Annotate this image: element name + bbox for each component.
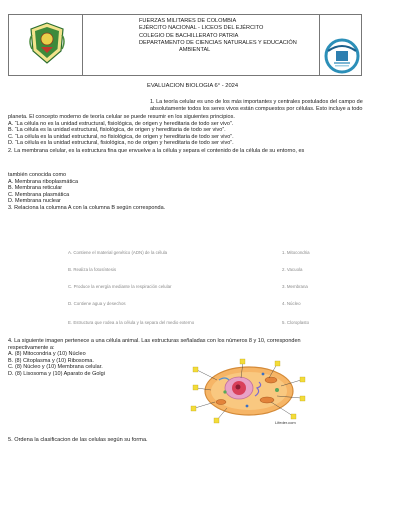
image-caption: Lifeder.com (275, 420, 296, 425)
header-line: AMBIENTAL (179, 47, 211, 54)
q4-option-c: C. (8) Núcleo y (10) Membrana celular. (8, 364, 103, 370)
q1-option-b: B. “La célula es la unidad estructural, fisiológica, de origen y hereditaria de todo ser vivo”. (8, 127, 226, 133)
column-b-item: 1. Mitocondria (282, 250, 310, 255)
column-b-item: 2. Vacuola (282, 267, 303, 272)
exam-title: EVALUACION BIOLOGIA 6° - 2024 (147, 83, 239, 89)
q2-option-b: B. Membrana reticular (8, 185, 63, 191)
header-text (139, 18, 339, 54)
q4-option-d: D. (8) Lisosoma y (10) Aparato de Golgi (8, 370, 105, 377)
matching-row (68, 284, 358, 294)
q1-text-line: absolutamente todos los seres vivos están compuestos por células. Esto incluye a todo (150, 105, 363, 112)
q2-option-d: D. Membrana nuclear (8, 198, 61, 204)
matching-row (68, 267, 358, 277)
q2-option-a: A. Membrana riboplasmática (8, 178, 79, 185)
q5-prompt: 5. Ordena la clasificacion de las celulas según su forma. (8, 437, 148, 443)
header-line: FUERZAS MILITARES DE COLOMBIA (139, 18, 237, 24)
header-line: DEPARTAMENTO DE CIENCIAS NATURALES Y EDUCACIÓN (139, 39, 297, 46)
animal-cell-diagram (177, 358, 321, 426)
column-b-item: 5. Cloroplasto (282, 320, 310, 325)
column-b-item: 4. Núcleo (282, 301, 301, 306)
school-crest-logo (28, 21, 66, 65)
q4-text-line: respectivamente a: (8, 344, 55, 351)
column-a-item: B. Realiza la fotosíntesis (68, 267, 117, 272)
q2-option-c: C. Membrana plasmática (8, 191, 70, 198)
q1-option-c: C. “La célula es la unidad estructural, no fisiológica, de origen y hereditaria de todo ser vivo”. (8, 133, 234, 140)
q2-text-line: también conocida como (8, 172, 67, 178)
header-line: COLEGIO DE BACHILLERATO PATRIA (139, 32, 239, 39)
q2-text-line: 2. La membrana celular, es la estructura fina que envuelve a la célula y separa el contenido de la célula de su entorno, es (8, 148, 305, 154)
column-a-item: A. Contiene el material genético (ADN) de la célula (68, 250, 168, 255)
column-b-item: 3. Membrana (282, 284, 308, 289)
column-a-item: E. Estructura que rodea a la célula y la separa del medio externo (68, 320, 195, 325)
department-logo (322, 37, 362, 75)
column-a-item: D. Contiene agua y desechos (68, 301, 126, 306)
q1-text-line: 1. La teoría celular es uno de los más importantes y centrales postulados del campo de (150, 99, 363, 105)
column-a-item: C. Produce la energía mediante la respiración celular (68, 284, 172, 289)
header-line: EJÉRCITO NACIONAL - LICEOS DEL EJÉRCITO (139, 25, 264, 32)
q1-text-line: planeta. El concepto moderno de teoría celular se puede resumir en los siguientes principios. (8, 114, 235, 120)
q4-option-a: A. (8) Mitocondria y (10) Núcleo (8, 351, 86, 357)
q1-option-a: A. “La célula no es la unidad estructural, fisiológica, de origen y hereditaria de todo ser vivo”. (8, 120, 234, 127)
q1-option-d: D. “La célula es la unidad estructural, fisiológica, no de origen y hereditaria de todo ser vivo”. (8, 140, 234, 146)
matching-row (68, 250, 358, 260)
matching-row (68, 320, 358, 330)
header-divider (82, 15, 83, 75)
header-box (8, 14, 362, 76)
q4-option-b: B. (8) Citoplasma y (10) Ribosoma. (8, 357, 94, 364)
q4-text-line: 4. La siguiente imagen pertenece a una célula animal. Las estructuras señaladas con los números 8 y 10, corresponden (8, 338, 301, 344)
matching-row (68, 301, 358, 311)
q3-prompt: 3. Relaciona la columna A con la columna B según corresponda. (8, 205, 166, 211)
